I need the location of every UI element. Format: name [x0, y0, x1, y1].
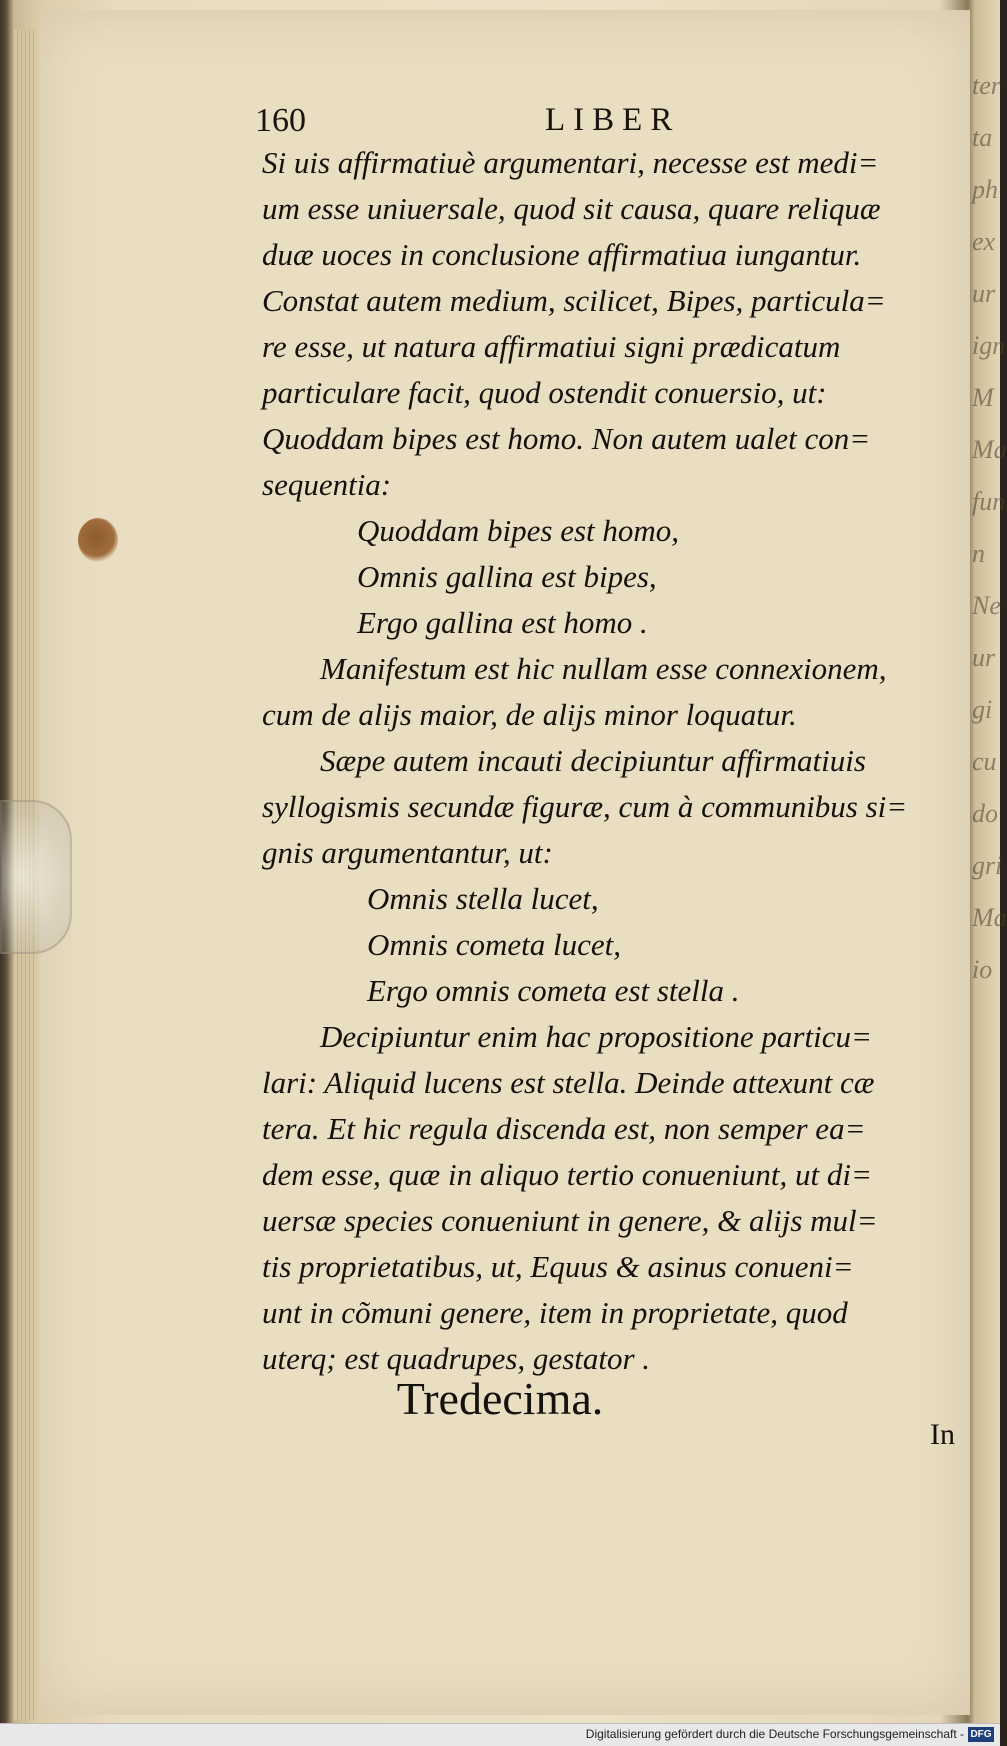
syllogism-line: Ergo gallina est homo .	[357, 605, 648, 640]
footer-credit: Digitalisierung gefördert durch die Deutsche Forschungsgemeinschaft -	[585, 1727, 964, 1741]
facing-page-fragment: Ma	[972, 903, 1007, 932]
digitization-footer	[0, 1723, 1000, 1746]
section-heading: Tredecima.	[396, 1373, 604, 1424]
text-line: Manifestum est hic nullam esse connexionem,	[320, 651, 887, 686]
facing-page-fragment: M	[972, 383, 994, 412]
facing-page-fragment: ter	[972, 71, 1001, 100]
facing-page-fragment: io	[972, 955, 993, 984]
page-clip	[0, 800, 72, 954]
facing-page-fragment: ex	[972, 227, 996, 256]
facing-page-fragment: gi	[972, 695, 993, 724]
catchword: In	[930, 1418, 955, 1451]
body-text	[262, 140, 962, 1382]
facing-page-fragment: n	[972, 539, 985, 568]
ink-stain	[78, 518, 118, 562]
facing-page-fragment: ta	[972, 123, 993, 152]
page-header	[255, 102, 975, 142]
dfg-logo: DFG	[968, 1727, 994, 1742]
text-line: Decipiuntur enim hac propositione particu=	[320, 1019, 872, 1054]
facing-page-fragment: Ne	[972, 591, 1001, 620]
facing-page-fragment: ur	[972, 643, 996, 672]
running-title: LIBER	[545, 102, 681, 138]
syllogism-line: Omnis cometa lucet,	[367, 927, 621, 962]
text-line: unt in cõmuni genere, item in proprietate, quod	[262, 1295, 848, 1330]
text-line: duæ uoces in conclusione affirmatiua iungantur.	[262, 237, 862, 272]
text-line: dem esse, quæ in aliquo tertio conueniunt, ut di=	[262, 1157, 872, 1192]
text-line: cum de alijs maior, de alijs minor loquatur.	[262, 697, 797, 732]
text-line: Si uis affirmatiuè argumentari, necesse est medi=	[262, 145, 879, 180]
text-line: Quoddam bipes est homo. Non autem ualet con=	[262, 421, 871, 456]
facing-page-fragment: gri	[972, 851, 1003, 880]
text-line: gnis argumentantur, ut:	[262, 835, 553, 870]
text-line: syllogismis secundæ figuræ, cum à communibus si=	[262, 789, 908, 824]
text-line: re esse, ut natura affirmatiui signi prædicatum	[262, 329, 841, 364]
syllogism-line: Quoddam bipes est homo,	[357, 513, 680, 548]
text-line: tis proprietatibus, ut, Equus & asinus conueni=	[262, 1249, 854, 1284]
syllogism-line: Ergo omnis cometa est stella .	[367, 973, 740, 1008]
facing-page-fragment: ph	[972, 175, 998, 204]
text-line: Sæpe autem incauti decipiuntur affirmatiuis	[320, 743, 866, 778]
facing-page-fragment: cu	[972, 747, 997, 776]
text-line: particulare facit, quod ostendit conuersio, ut:	[262, 375, 827, 410]
text-line: um esse uniuersale, quod sit causa, quare reliquæ	[262, 191, 881, 226]
facing-page-fragment: ign	[972, 331, 1006, 360]
syllogism-line: Omnis gallina est bipes,	[357, 559, 657, 594]
syllogism-line: Omnis stella lucet,	[367, 881, 599, 916]
text-line: sequentia:	[262, 467, 392, 502]
text-line: lari: Aliquid lucens est stella. Deinde attexunt cæ	[262, 1065, 875, 1100]
text-line: Constat autem medium, scilicet, Bipes, particula=	[262, 283, 886, 318]
facing-page-fragment: Ma	[972, 435, 1007, 464]
facing-page-fragment: fun	[972, 487, 1006, 516]
facing-page-fragment: do	[972, 799, 998, 828]
facing-page-fragment: ur	[972, 279, 996, 308]
text-line: uterq; est quadrupes, gestator .	[262, 1341, 651, 1376]
text-line: uersæ species conueniunt in genere, & alijs mul=	[262, 1203, 878, 1238]
page-number: 160	[255, 102, 306, 139]
text-line: tera. Et hic regula discenda est, non semper ea=	[262, 1111, 866, 1146]
